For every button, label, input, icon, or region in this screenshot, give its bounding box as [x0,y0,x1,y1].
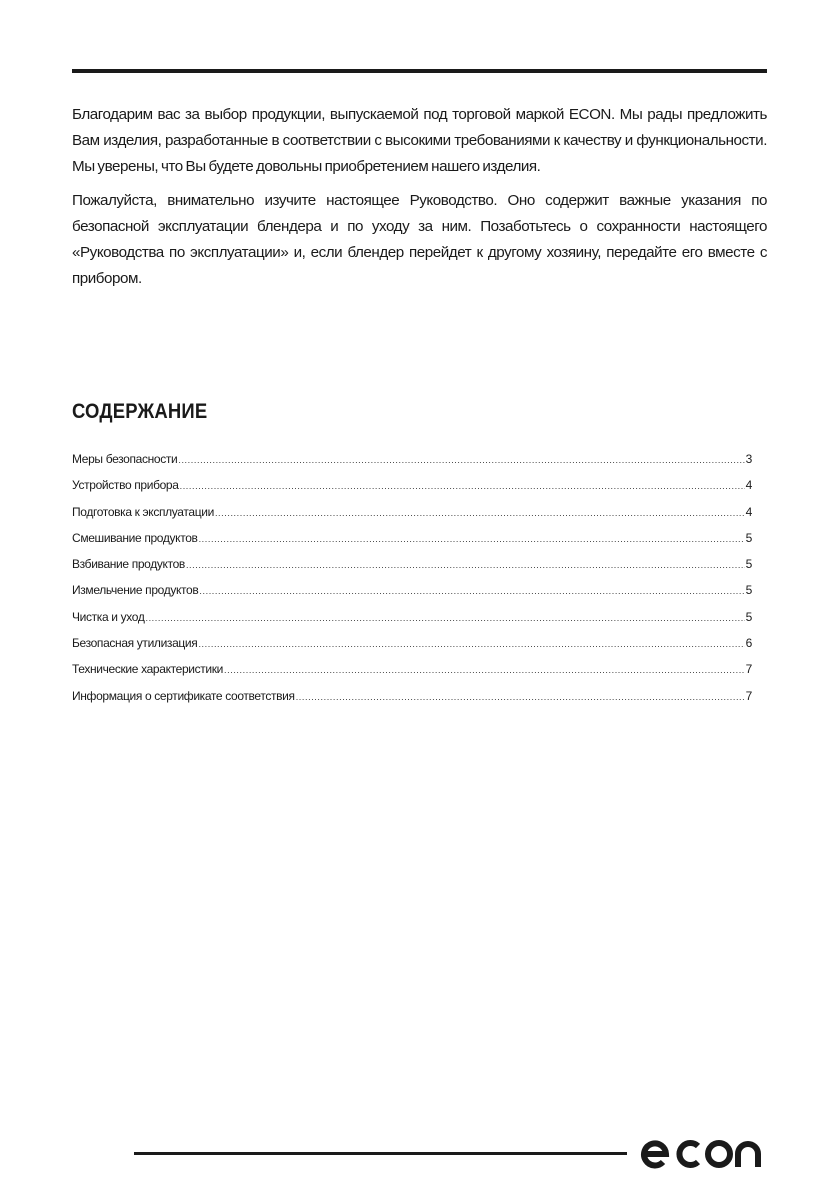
toc-item-label: Смешивание продуктов [72,530,198,545]
intro-paragraph-1: Благодарим вас за выбор продукции, выпускаемой под торговой маркой ECON. Мы рады предложить Вам изделия, разработанные в соответствии с высокими требованиями к качеству и функциональности. Мы уверены, что Вы будете довольны приобретением нашего изделия. [72,106,767,175]
toc-item[interactable] [72,531,752,557]
toc-item-label: Технические характеристики [72,662,224,677]
toc-item-page: 4 [745,478,752,493]
toc-item[interactable] [72,662,752,688]
toc-leader-dots [186,560,745,570]
toc-leader-dots [199,534,745,544]
toc-leader-dots [224,665,745,675]
toc-item-page: 5 [745,530,752,545]
toc-leader-dots [180,481,745,491]
toc-item-page: 7 [745,662,752,677]
toc-item-page: 5 [745,609,752,624]
table-of-contents [72,452,752,715]
toc-leader-dots [296,692,745,702]
toc-item[interactable] [72,452,752,478]
intro-paragraph-2: Пожалуйста, внимательно изучите настоящее Руководство. Оно содержит важные указания по безопасной эксплуатации блендера и по уходу за ним. Позаботьтесь о сохранности настоящего «Руководства по эксплуатации» и, если блендер перейдет к другому хозяину, передайте его вместе с прибором. [72,192,767,287]
bottom-divider [134,1152,627,1155]
toc-item[interactable] [72,583,752,609]
toc-item-page: 4 [745,504,752,519]
toc-leader-dots [178,455,744,465]
toc-leader-dots [145,613,744,623]
toc-title: СОДЕРЖАНИЕ [72,400,208,423]
econ-logo [638,1130,768,1172]
toc-item-label: Подготовка к эксплуатации [72,504,214,519]
toc-item-label: Чистка и уход [72,609,145,624]
toc-item[interactable] [72,478,752,504]
toc-leader-dots [215,508,745,518]
toc-item-page: 5 [745,557,752,572]
toc-item-label: Взбивание продуктов [72,557,185,572]
toc-item[interactable] [72,557,752,583]
toc-item[interactable] [72,610,752,636]
toc-item-page: 3 [745,452,752,466]
toc-leader-dots [199,586,744,596]
toc-item-label: Измельчение продуктов [72,583,199,598]
toc-item-label: Устройство прибора [72,478,179,493]
toc-item[interactable] [72,505,752,531]
toc-item-page: 5 [745,583,752,598]
toc-item[interactable] [72,636,752,662]
toc-leader-dots [198,639,744,649]
toc-item[interactable] [72,689,752,715]
toc-item-page: 6 [745,636,752,651]
toc-item-label: Безопасная утилизация [72,636,198,651]
toc-item-label: Меры безопасности [72,452,178,466]
toc-item-label: Информация о сертификате соответствия [72,688,295,703]
toc-item-page: 7 [745,688,752,703]
intro-section [72,102,767,300]
top-divider [72,69,767,73]
